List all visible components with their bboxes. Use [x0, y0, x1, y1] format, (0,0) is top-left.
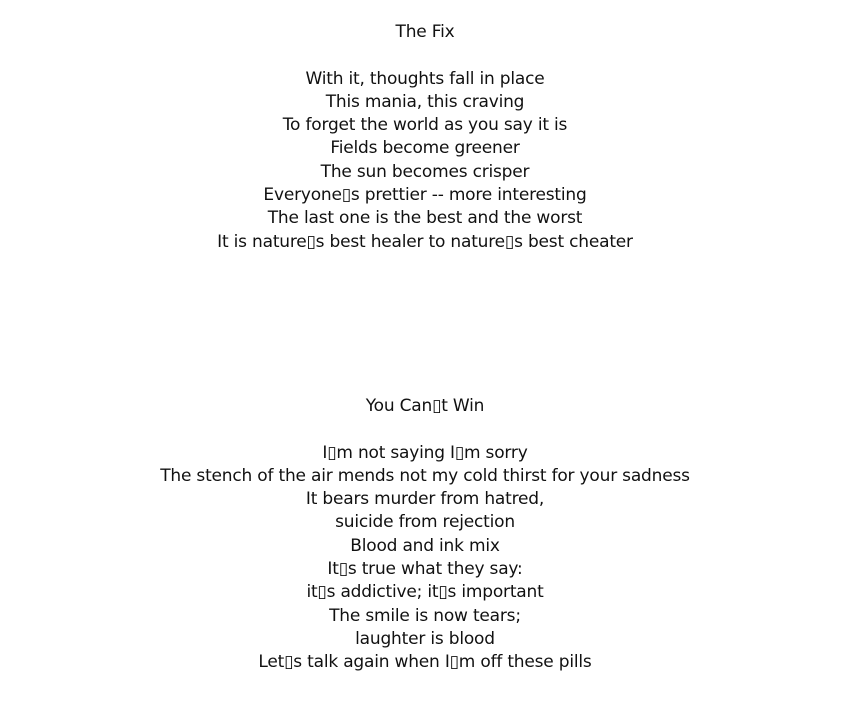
poem-line: Fields become greener: [330, 138, 520, 159]
poem-you-cant-win: [0, 395, 850, 675]
poem-line: The smile is now tears;: [329, 605, 521, 626]
poem-title: You Can▯t Win: [365, 396, 485, 416]
poem-line: To forget the world as you say it is: [282, 115, 568, 136]
poem-the-fix: [0, 21, 850, 254]
poem-line: I▯m not saying I▯m sorry: [322, 442, 528, 463]
poem-line: It▯s true what they say:: [327, 559, 523, 580]
poem-line: Let▯s talk again when I▯m off these pills: [258, 652, 592, 673]
poem-line: it▯s addictive; it▯s important: [306, 582, 544, 603]
poem-line: This mania, this craving: [325, 91, 525, 112]
poem-line: It is nature▯s best healer to nature▯s best cheater: [217, 231, 633, 252]
poem-line: It bears murder from hatred,: [305, 489, 545, 510]
poem-line: Blood and ink mix: [350, 535, 500, 556]
poem-line: Everyone▯s prettier -- more interesting: [263, 185, 587, 206]
poem-line: The last one is the best and the worst: [267, 208, 583, 229]
poem-line: With it, thoughts fall in place: [305, 68, 545, 89]
poem-title: The Fix: [395, 22, 455, 42]
poem-line: suicide from rejection: [335, 512, 515, 533]
poem-line: The sun becomes crisper: [320, 161, 530, 182]
poem-line: laughter is blood: [355, 628, 495, 649]
poem-line: The stench of the air mends not my cold thirst for your sadness: [160, 465, 690, 486]
